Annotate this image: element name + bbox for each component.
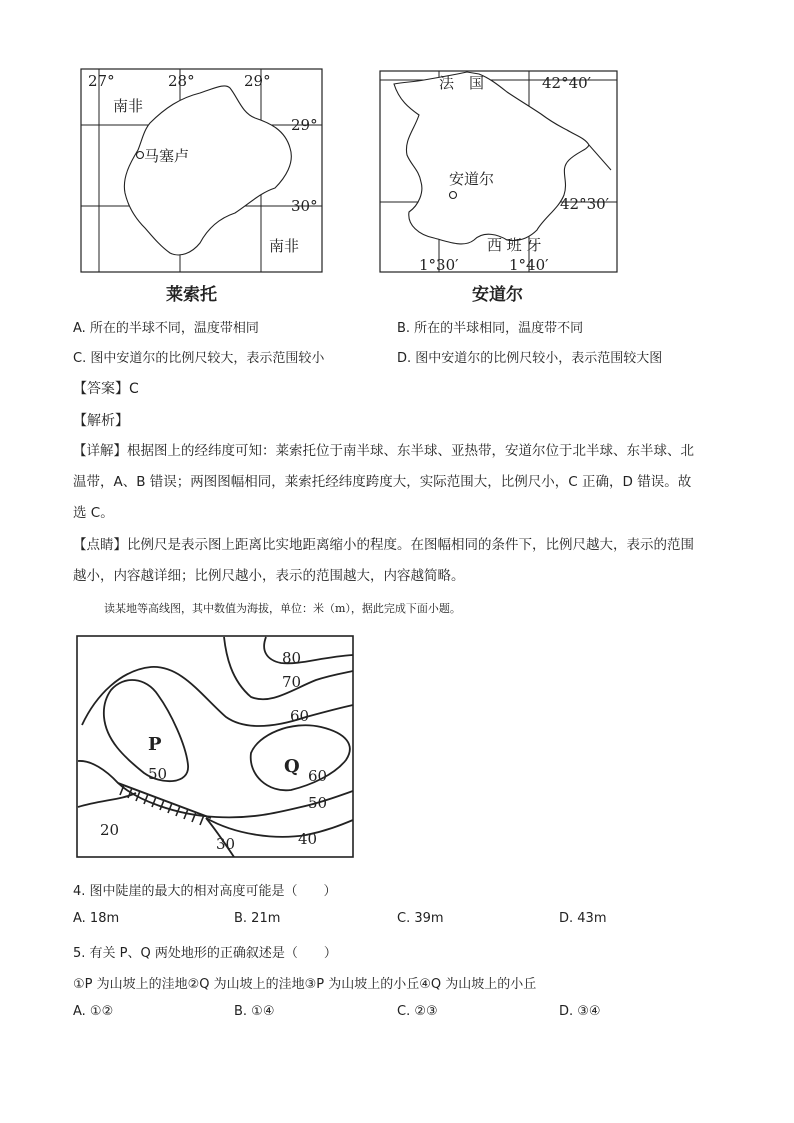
lon-label-1-40: 1°40′ [509, 256, 549, 274]
label-30: 30 [216, 835, 236, 853]
q4-option-c: C. 39m [397, 911, 444, 926]
detail-line-2: 温带，A、B 错误；两图图幅相同，莱索托经纬度跨度大，实际范围大，比例尺小，C 正确，D 错误。故 [73, 474, 692, 490]
lesotho-boundary [124, 86, 291, 255]
detail-line-1 [73, 441, 723, 461]
q3-option-d: D. 图中安道尔的比例尺较小，表示范围较大图 [397, 351, 663, 366]
label-50-b: 50 [308, 794, 328, 812]
lat-label-30: 30° [291, 197, 318, 215]
q5-option-a: A. ①② [73, 1004, 114, 1019]
tip-line-2: 越小，内容越详细；比例尺越小，表示的范围越大，内容越简略。 [73, 568, 465, 584]
capital-marker-icon [137, 152, 144, 159]
label-20: 20 [100, 821, 120, 839]
country-label-south-africa-top: 南非 [113, 97, 144, 115]
lon-label-1-30: 1°30′ [419, 256, 459, 274]
capital-label-andorra: 安道尔 [449, 170, 495, 188]
label-80: 80 [282, 649, 302, 667]
lon-label-27: 27° [88, 72, 115, 90]
tip-text-1: 比例尺是表示图上距离比实地距离缩小的程度。在图幅相同的条件下，比例尺越大，表示的范围 [127, 537, 694, 553]
q4-stem: 4. 图中陡崖的最大的相对高度可能是（ ） [73, 884, 337, 899]
capital-marker-icon [450, 192, 457, 199]
label-p: P [148, 734, 162, 755]
detail-tag: 【详解】 [73, 443, 127, 459]
q3-option-a: A. 所在的半球不同，温度带相同 [73, 321, 259, 336]
label-50-a: 50 [148, 765, 168, 783]
q3-option-b: B. 所在的半球相同，温度带不同 [397, 321, 584, 336]
answer-value: C [129, 381, 139, 397]
q5-stem: 5. 有关 P、Q 两处地形的正确叙述是（ ） [73, 946, 337, 961]
label-60-b: 60 [308, 767, 328, 785]
lon-label-29: 29° [244, 72, 271, 90]
country-label-south-africa-bottom: 南非 [269, 237, 300, 255]
label-q: Q [284, 756, 300, 777]
analysis-tag: 【解析】 [73, 413, 129, 429]
q4-option-a: A. 18m [73, 911, 120, 926]
andorra-map [379, 70, 619, 274]
label-60-a: 60 [290, 707, 310, 725]
q4-option-d: D. 43m [559, 911, 607, 926]
answer-tag: 【答案】 [73, 381, 129, 397]
lat-label-29: 29° [291, 116, 318, 134]
lat-label-42-40: 42°40′ [542, 74, 592, 92]
tip-line-1 [73, 535, 723, 555]
q5-option-d: D. ③④ [559, 1004, 601, 1019]
detail-text-1: 根据图上的经纬度可知：莱索托位于南半球、东半球、亚热带，安道尔位于北半球、东半球、北 [127, 443, 694, 459]
contour-intro: 读某地等高线图，其中数值为海拔，单位：米（m），据此完成下面小题。 [104, 602, 461, 615]
lesotho-caption: 莱索托 [166, 285, 217, 305]
andorra-boundary [394, 72, 589, 244]
lon-label-28: 28° [168, 72, 195, 90]
capital-label-maseru: 马塞卢 [144, 147, 190, 165]
country-label-spain: 西 班 牙 [487, 236, 542, 254]
q5-option-b: B. ①④ [234, 1004, 275, 1019]
answer-line [73, 378, 139, 398]
label-40: 40 [298, 830, 318, 848]
contour-map [76, 635, 355, 859]
detail-line-3: 选 C。 [73, 505, 114, 521]
country-label-france: 法 国 [439, 74, 485, 92]
andorra-caption: 安道尔 [472, 285, 523, 305]
q5-statements: ①P 为山坡上的洼地②Q 为山坡上的洼地③P 为山坡上的小丘④Q 为山坡上的小丘 [73, 977, 537, 992]
label-70: 70 [282, 673, 302, 691]
q3-option-c: C. 图中安道尔的比例尺较大，表示范围较小 [73, 351, 325, 366]
lesotho-map [80, 68, 324, 274]
q4-option-b: B. 21m [234, 911, 281, 926]
lat-label-42-30: 42°30′ [560, 195, 610, 213]
tip-tag: 【点睛】 [73, 537, 127, 553]
q5-option-c: C. ②③ [397, 1004, 438, 1019]
